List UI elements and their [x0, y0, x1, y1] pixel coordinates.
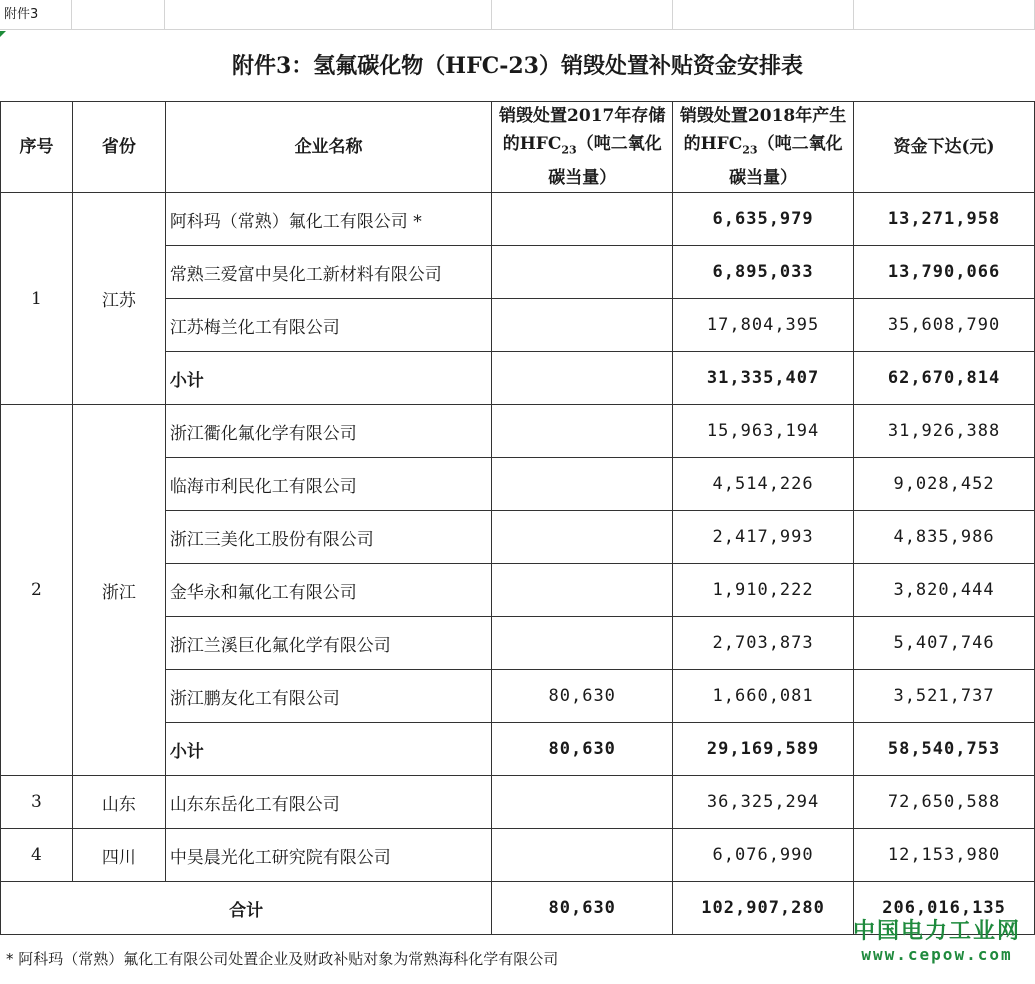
- seq-cell: 1: [1, 193, 73, 405]
- company-cell: 金华永和氟化工有限公司: [165, 564, 492, 617]
- company-cell: 山东东岳化工有限公司: [165, 776, 492, 829]
- funds-cell: 9,028,452: [854, 458, 1035, 511]
- stored-cell: [492, 776, 673, 829]
- company-cell: 浙江兰溪巨化氟化学有限公司: [165, 617, 492, 670]
- header-stored-2017-sub: 23: [561, 143, 577, 157]
- table-row: [1, 193, 1035, 246]
- province-cell: 四川: [72, 829, 165, 882]
- produced-cell: 1,660,081: [673, 670, 854, 723]
- stored-cell: [492, 299, 673, 352]
- header-produced-2018: [673, 102, 854, 193]
- header-stored-2017-tail: （吨二氧化碳当量）: [548, 134, 662, 189]
- company-cell: 常熟三爱富中昊化工新材料有限公司: [165, 246, 492, 299]
- funds-cell: 5,407,746: [854, 617, 1035, 670]
- province-cell: 江苏: [72, 193, 165, 405]
- header-seq: 序号: [1, 102, 73, 193]
- table-row: [1, 829, 1035, 882]
- sheet-header-row: [0, 0, 1035, 30]
- header-produced-2018-text: 销毁处置2018年产生的HFC: [679, 106, 847, 154]
- company-cell: 江苏梅兰化工有限公司: [165, 299, 492, 352]
- watermark-cn: 中国电力工业网: [852, 919, 1021, 944]
- stored-cell: [492, 193, 673, 246]
- stored-cell: [492, 352, 673, 405]
- company-cell: 浙江三美化工股份有限公司: [165, 511, 492, 564]
- total-funds: 206,016,135: [854, 882, 1035, 935]
- stored-cell: 80,630: [492, 670, 673, 723]
- empty-cell: [165, 0, 492, 30]
- seq-cell: 4: [1, 829, 73, 882]
- produced-cell: 29,169,589: [673, 723, 854, 776]
- produced-cell: 4,514,226: [673, 458, 854, 511]
- produced-cell: 6,895,033: [673, 246, 854, 299]
- stored-cell: [492, 458, 673, 511]
- funds-cell: 62,670,814: [854, 352, 1035, 405]
- stored-cell: [492, 564, 673, 617]
- produced-cell: 31,335,407: [673, 352, 854, 405]
- produced-cell: 15,963,194: [673, 405, 854, 458]
- footnote: * 阿科玛（常熟）氟化工有限公司处置企业及财政补贴对象为常熟海科化学有限公司: [6, 950, 559, 968]
- produced-cell: 1,910,222: [673, 564, 854, 617]
- company-cell: 临海市利民化工有限公司: [165, 458, 492, 511]
- empty-cell: [673, 0, 854, 30]
- header-stored-2017-text: 销毁处置2017年存储的HFC: [499, 106, 666, 154]
- watermark-en: www.cepow.com: [861, 945, 1013, 964]
- stored-cell: [492, 246, 673, 299]
- watermark-logo: [853, 914, 1021, 964]
- funds-cell: 13,271,958: [854, 193, 1035, 246]
- produced-cell: 6,635,979: [673, 193, 854, 246]
- stored-cell: [492, 617, 673, 670]
- table-row: [1, 776, 1035, 829]
- total-stored: 80,630: [492, 882, 673, 935]
- funds-cell: 58,540,753: [854, 723, 1035, 776]
- header-stored-2017: [492, 102, 673, 193]
- empty-cell: [854, 0, 1035, 30]
- subtotal-label: 小计: [165, 352, 492, 405]
- empty-cell: [72, 0, 165, 30]
- funds-cell: 12,153,980: [854, 829, 1035, 882]
- funds-cell: 31,926,388: [854, 405, 1035, 458]
- produced-cell: 17,804,395: [673, 299, 854, 352]
- total-produced: 102,907,280: [673, 882, 854, 935]
- company-cell: 浙江衢化氟化学有限公司: [165, 405, 492, 458]
- table-header-row: [1, 102, 1035, 193]
- subtotal-label: 小计: [165, 723, 492, 776]
- header-company: 企业名称: [165, 102, 492, 193]
- funds-cell: 4,835,986: [854, 511, 1035, 564]
- produced-cell: 2,417,993: [673, 511, 854, 564]
- stored-cell: [492, 829, 673, 882]
- province-cell: 山东: [72, 776, 165, 829]
- total-label: 合计: [1, 882, 492, 935]
- empty-cell: [492, 0, 673, 30]
- funding-table: [0, 101, 1035, 935]
- produced-cell: 6,076,990: [673, 829, 854, 882]
- company-cell: 浙江鹏友化工有限公司: [165, 670, 492, 723]
- produced-cell: 2,703,873: [673, 617, 854, 670]
- page-title: 附件3：氢氟碳化物（HFC-23）销毁处置补贴资金安排表: [232, 53, 803, 79]
- funds-cell: 3,521,737: [854, 670, 1035, 723]
- header-funds: 资金下达(元): [854, 102, 1035, 193]
- company-cell: 阿科玛（常熟）氟化工有限公司 *: [165, 193, 492, 246]
- stored-cell: [492, 511, 673, 564]
- funds-cell: 72,650,588: [854, 776, 1035, 829]
- province-cell: 浙江: [72, 405, 165, 776]
- stored-cell: 80,630: [492, 723, 673, 776]
- produced-cell: 36,325,294: [673, 776, 854, 829]
- seq-cell: 3: [1, 776, 73, 829]
- seq-cell: 2: [1, 405, 73, 776]
- funds-cell: 35,608,790: [854, 299, 1035, 352]
- funds-cell: 13,790,066: [854, 246, 1035, 299]
- header-produced-2018-sub: 23: [742, 143, 758, 157]
- sheet-label: 附件3: [0, 0, 72, 30]
- stored-cell: [492, 405, 673, 458]
- header-province: 省份: [72, 102, 165, 193]
- table-row: [1, 405, 1035, 458]
- company-cell: 中昊晨光化工研究院有限公司: [165, 829, 492, 882]
- funds-cell: 3,820,444: [854, 564, 1035, 617]
- header-produced-2018-tail: （吨二氧化碳当量）: [729, 134, 843, 189]
